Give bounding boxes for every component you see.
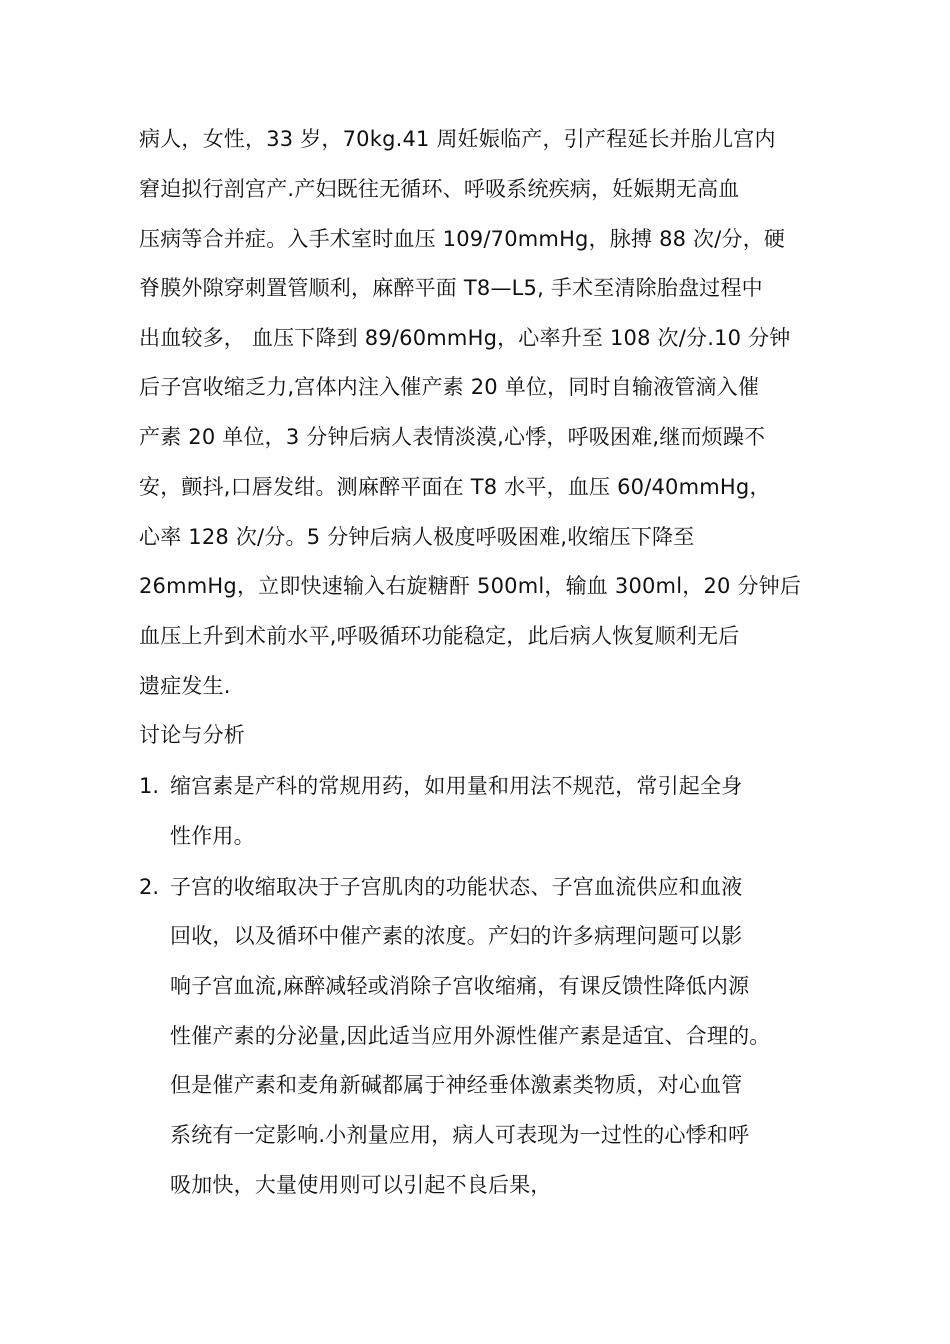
list-line: 吸加快，大量使用则可以引起不良后果， <box>170 1173 552 1197</box>
list-line: 但是催产素和麦角新碱都属于神经垂体激素类物质，对心血管 <box>170 1073 743 1097</box>
list-line: 系统有一定影响.小剂量应用，病人可表现为一过性的心悸和呼 <box>170 1123 750 1147</box>
list-line: 缩宫素是产科的常规用药，如用量和用法不规范，常引起全身 <box>170 774 743 798</box>
section-heading: 讨论与分析 <box>139 723 245 747</box>
paragraph-line: 产素 20 单位，3 分钟后病人表情淡漠,心悸，呼吸困难,继而烦躁不 <box>139 425 766 449</box>
list-line: 响子宫血流,麻醉减轻或消除子宫收缩痛，有课反馈性降低内源 <box>170 974 750 998</box>
list-line: 子宫的收缩取决于子宫肌肉的功能状态、子宫血流供应和血液 <box>170 875 743 899</box>
list-number: 1. <box>139 774 160 798</box>
list-line: 性催产素的分泌量,因此适当应用外源性催产素是适宜、合理的。 <box>170 1024 771 1048</box>
paragraph-line: 后子宫收缩乏力,宫体内注入催产素 20 单位，同时自输液管滴入催 <box>139 375 760 399</box>
paragraph-line: 出血较多， 血压下降到 89/60mmHg，心率升至 108 次/分.10 分钟 <box>139 326 791 350</box>
paragraph-line: 安，颤抖,口唇发绀。测麻醉平面在 T8 水平，血压 60/40mmHg， <box>139 475 771 499</box>
paragraph-line: 血压上升到术前水平,呼吸循环功能稳定，此后病人恢复顺利无后 <box>139 624 740 648</box>
paragraph-line: 26mmHg，立即快速输入右旋糖酐 500ml，输血 300ml，20 分钟后 <box>139 574 802 598</box>
paragraph-line: 窘迫拟行剖宫产.产妇既往无循环、呼吸系统疾病，妊娠期无高血 <box>139 177 740 201</box>
paragraph-line: 心率 128 次/分。5 分钟后病人极度呼吸困难,收缩压下降至 <box>139 525 695 549</box>
list-line: 回收，以及循环中催产素的浓度。产妇的许多病理问题可以影 <box>170 924 743 948</box>
paragraph-line: 脊膜外隙穿刺置管顺利，麻醉平面 T8—L5, 手术至清除胎盘过程中 <box>139 276 763 300</box>
paragraph-line: 压病等合并症。入手术室时血压 109/70mmHg，脉搏 88 次/分，硬 <box>139 227 786 251</box>
paragraph-line: 病人，女性，33 岁，70kg.41 周妊娠临产，引产程延长并胎儿宫内 <box>139 127 776 151</box>
list-number: 2. <box>139 875 160 899</box>
paragraph-line: 遗症发生. <box>139 674 231 698</box>
list-line: 性作用。 <box>170 824 255 848</box>
